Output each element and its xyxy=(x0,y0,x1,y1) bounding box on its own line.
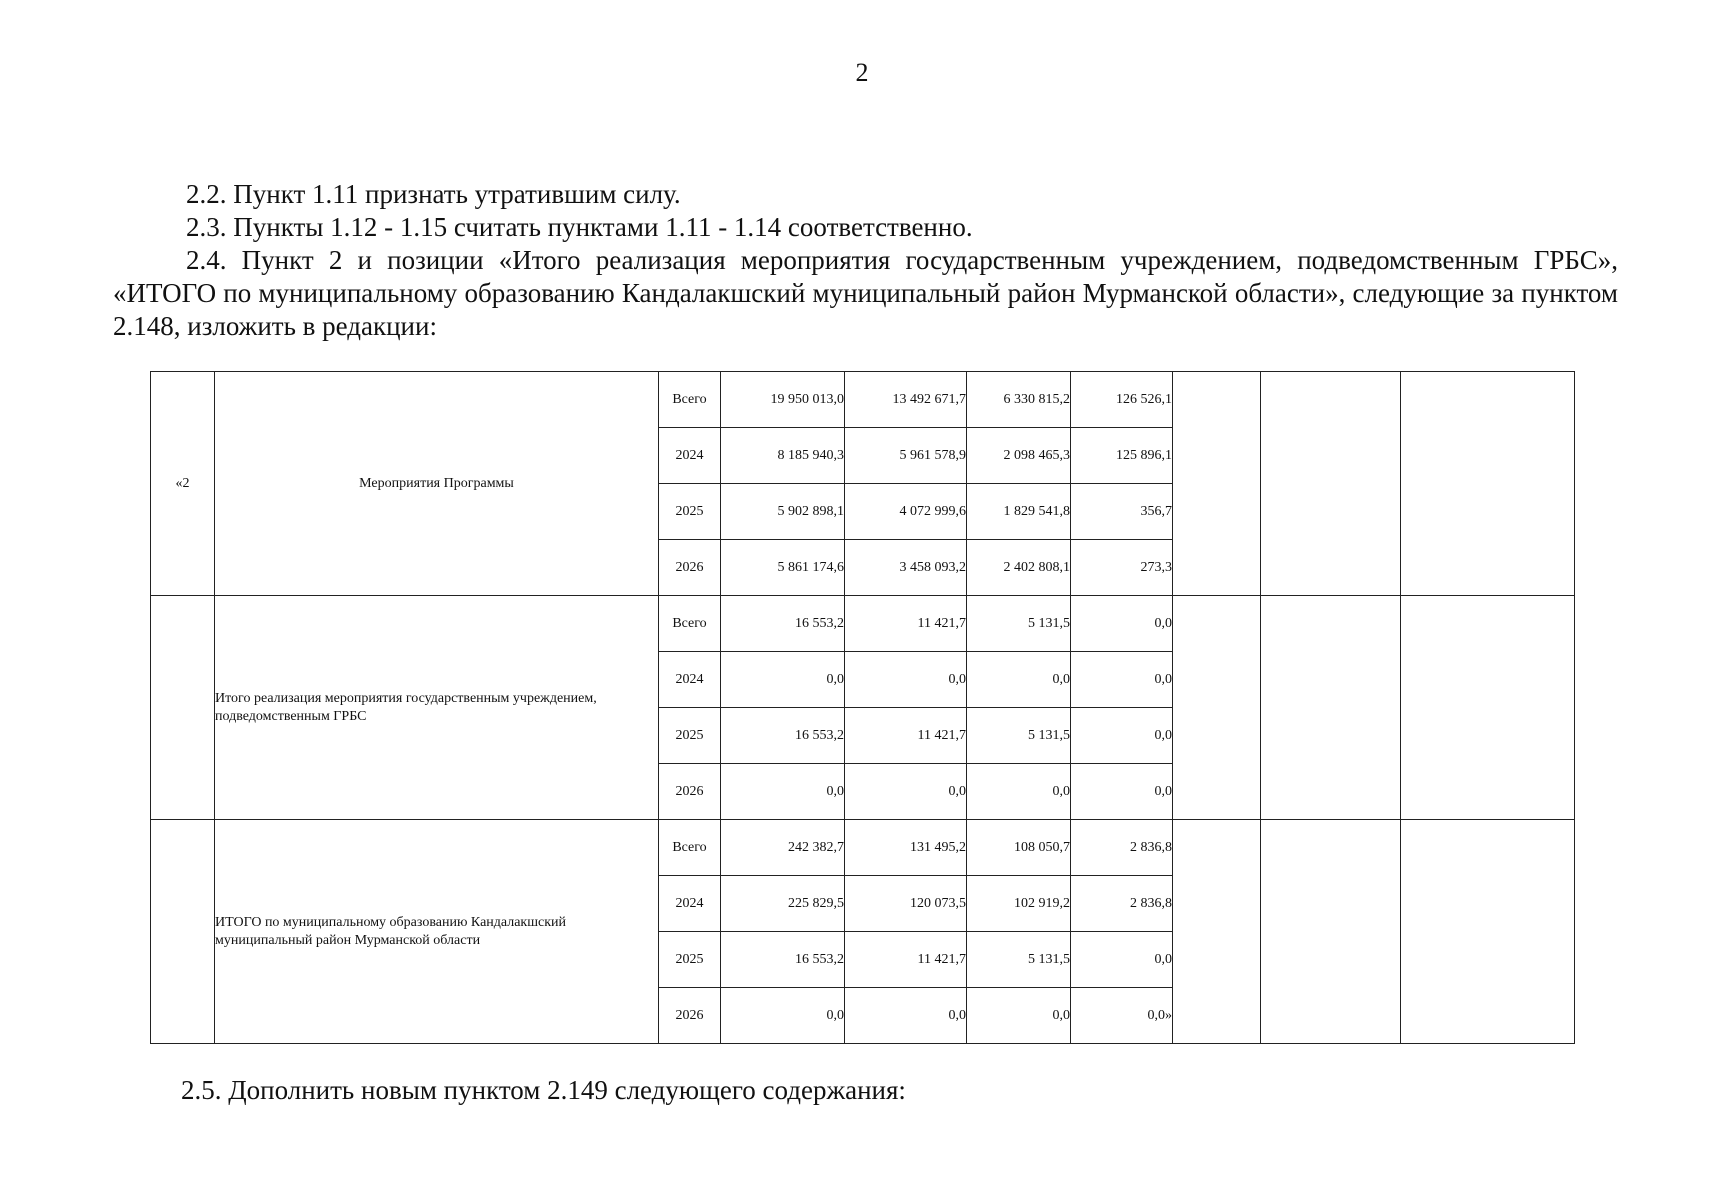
value-cell: 120 073,5 xyxy=(845,876,967,932)
value-cell: 0,0 xyxy=(845,764,967,820)
value-cell: 126 526,1 xyxy=(1071,372,1173,428)
year-cell: 2026 xyxy=(659,764,721,820)
value-cell: 0,0 xyxy=(845,988,967,1044)
value-total-cell: 16 553,2 xyxy=(721,596,845,652)
value-cell: 356,7 xyxy=(1071,484,1173,540)
value-cell: 0,0 xyxy=(1071,708,1173,764)
row-number-cell: «2 xyxy=(151,372,215,596)
value-total-cell: 5 902 898,1 xyxy=(721,484,845,540)
year-cell: 2026 xyxy=(659,988,721,1044)
empty-cell xyxy=(1261,820,1401,1044)
value-cell: 0,0 xyxy=(845,652,967,708)
row-name-cell: ИТОГО по муниципальному образованию Кандалакшский муниципальный район Мурманской области xyxy=(215,820,659,1044)
value-cell: 0,0 xyxy=(967,988,1071,1044)
value-cell: 0,0 xyxy=(1071,652,1173,708)
row-number-cell xyxy=(151,596,215,820)
table-row xyxy=(151,596,1575,652)
empty-cell xyxy=(1261,596,1401,820)
value-cell: 11 421,7 xyxy=(845,708,967,764)
empty-cell xyxy=(1173,372,1261,596)
paragraph-2-3: 2.3. Пункты 1.12 - 1.15 считать пунктами 1.11 - 1.14 соответственно. xyxy=(186,212,973,242)
value-cell: 2 836,8 xyxy=(1071,876,1173,932)
value-cell: 2 098 465,3 xyxy=(967,428,1071,484)
value-total-cell: 8 185 940,3 xyxy=(721,428,845,484)
value-cell: 2 836,8 xyxy=(1071,820,1173,876)
year-cell: 2026 xyxy=(659,540,721,596)
year-cell: Всего xyxy=(659,820,721,876)
row-name-cell: Мероприятия Программы xyxy=(215,372,659,596)
budget-table xyxy=(150,371,1575,1044)
value-total-cell: 0,0 xyxy=(721,652,845,708)
empty-cell xyxy=(1173,596,1261,820)
value-cell: 5 131,5 xyxy=(967,708,1071,764)
empty-cell xyxy=(1401,372,1575,596)
value-total-cell: 5 861 174,6 xyxy=(721,540,845,596)
value-cell: 5 131,5 xyxy=(967,932,1071,988)
value-cell: 5 131,5 xyxy=(967,596,1071,652)
table-row xyxy=(151,820,1575,876)
value-cell: 0,0 xyxy=(967,764,1071,820)
paragraph-2-4: 2.4. Пункт 2 и позиции «Итого реализация мероприятия государственным учреждением, подведомственным ГРБС», «ИТОГО по муниципальному образованию Кандалакшский муниципальный район Мурманской области», следующие за пунктом 2.148, изложить в редакции: xyxy=(113,245,1618,341)
year-cell: 2024 xyxy=(659,428,721,484)
value-cell: 11 421,7 xyxy=(845,596,967,652)
empty-cell xyxy=(1261,372,1401,596)
value-total-cell: 16 553,2 xyxy=(721,708,845,764)
year-cell: 2025 xyxy=(659,484,721,540)
value-cell: 273,3 xyxy=(1071,540,1173,596)
value-cell: 0,0 xyxy=(1071,932,1173,988)
value-cell: 4 072 999,6 xyxy=(845,484,967,540)
value-total-cell: 0,0 xyxy=(721,764,845,820)
value-cell: 108 050,7 xyxy=(967,820,1071,876)
value-total-cell: 0,0 xyxy=(721,988,845,1044)
value-total-cell: 19 950 013,0 xyxy=(721,372,845,428)
year-cell: 2025 xyxy=(659,708,721,764)
value-cell: 3 458 093,2 xyxy=(845,540,967,596)
year-cell: 2024 xyxy=(659,876,721,932)
table-row xyxy=(151,372,1575,428)
value-cell: 0,0» xyxy=(1071,988,1173,1044)
empty-cell xyxy=(1401,596,1575,820)
value-cell: 5 961 578,9 xyxy=(845,428,967,484)
paragraph-2-2: 2.2. Пункт 1.11 признать утратившим силу. xyxy=(186,179,681,209)
value-total-cell: 16 553,2 xyxy=(721,932,845,988)
empty-cell xyxy=(1401,820,1575,1044)
value-cell: 0,0 xyxy=(967,652,1071,708)
empty-cell xyxy=(1173,820,1261,1044)
value-total-cell: 225 829,5 xyxy=(721,876,845,932)
row-name-cell: Итого реализация мероприятия государственным учреждением, подведомственным ГРБС xyxy=(215,596,659,820)
value-cell: 102 919,2 xyxy=(967,876,1071,932)
year-cell: 2025 xyxy=(659,932,721,988)
value-cell: 11 421,7 xyxy=(845,932,967,988)
value-cell: 125 896,1 xyxy=(1071,428,1173,484)
value-cell: 1 829 541,8 xyxy=(967,484,1071,540)
value-cell: 0,0 xyxy=(1071,596,1173,652)
row-number-cell xyxy=(151,820,215,1044)
year-cell: 2024 xyxy=(659,652,721,708)
budget-table-wrapper xyxy=(150,371,1575,1044)
value-cell: 2 402 808,1 xyxy=(967,540,1071,596)
year-cell: Всего xyxy=(659,596,721,652)
page-number: 2 xyxy=(855,58,869,87)
value-cell: 131 495,2 xyxy=(845,820,967,876)
value-cell: 6 330 815,2 xyxy=(967,372,1071,428)
year-cell: Всего xyxy=(659,372,721,428)
value-total-cell: 242 382,7 xyxy=(721,820,845,876)
value-cell: 0,0 xyxy=(1071,764,1173,820)
value-cell: 13 492 671,7 xyxy=(845,372,967,428)
paragraph-2-5: 2.5. Дополнить новым пунктом 2.149 следующего содержания: xyxy=(181,1075,906,1105)
